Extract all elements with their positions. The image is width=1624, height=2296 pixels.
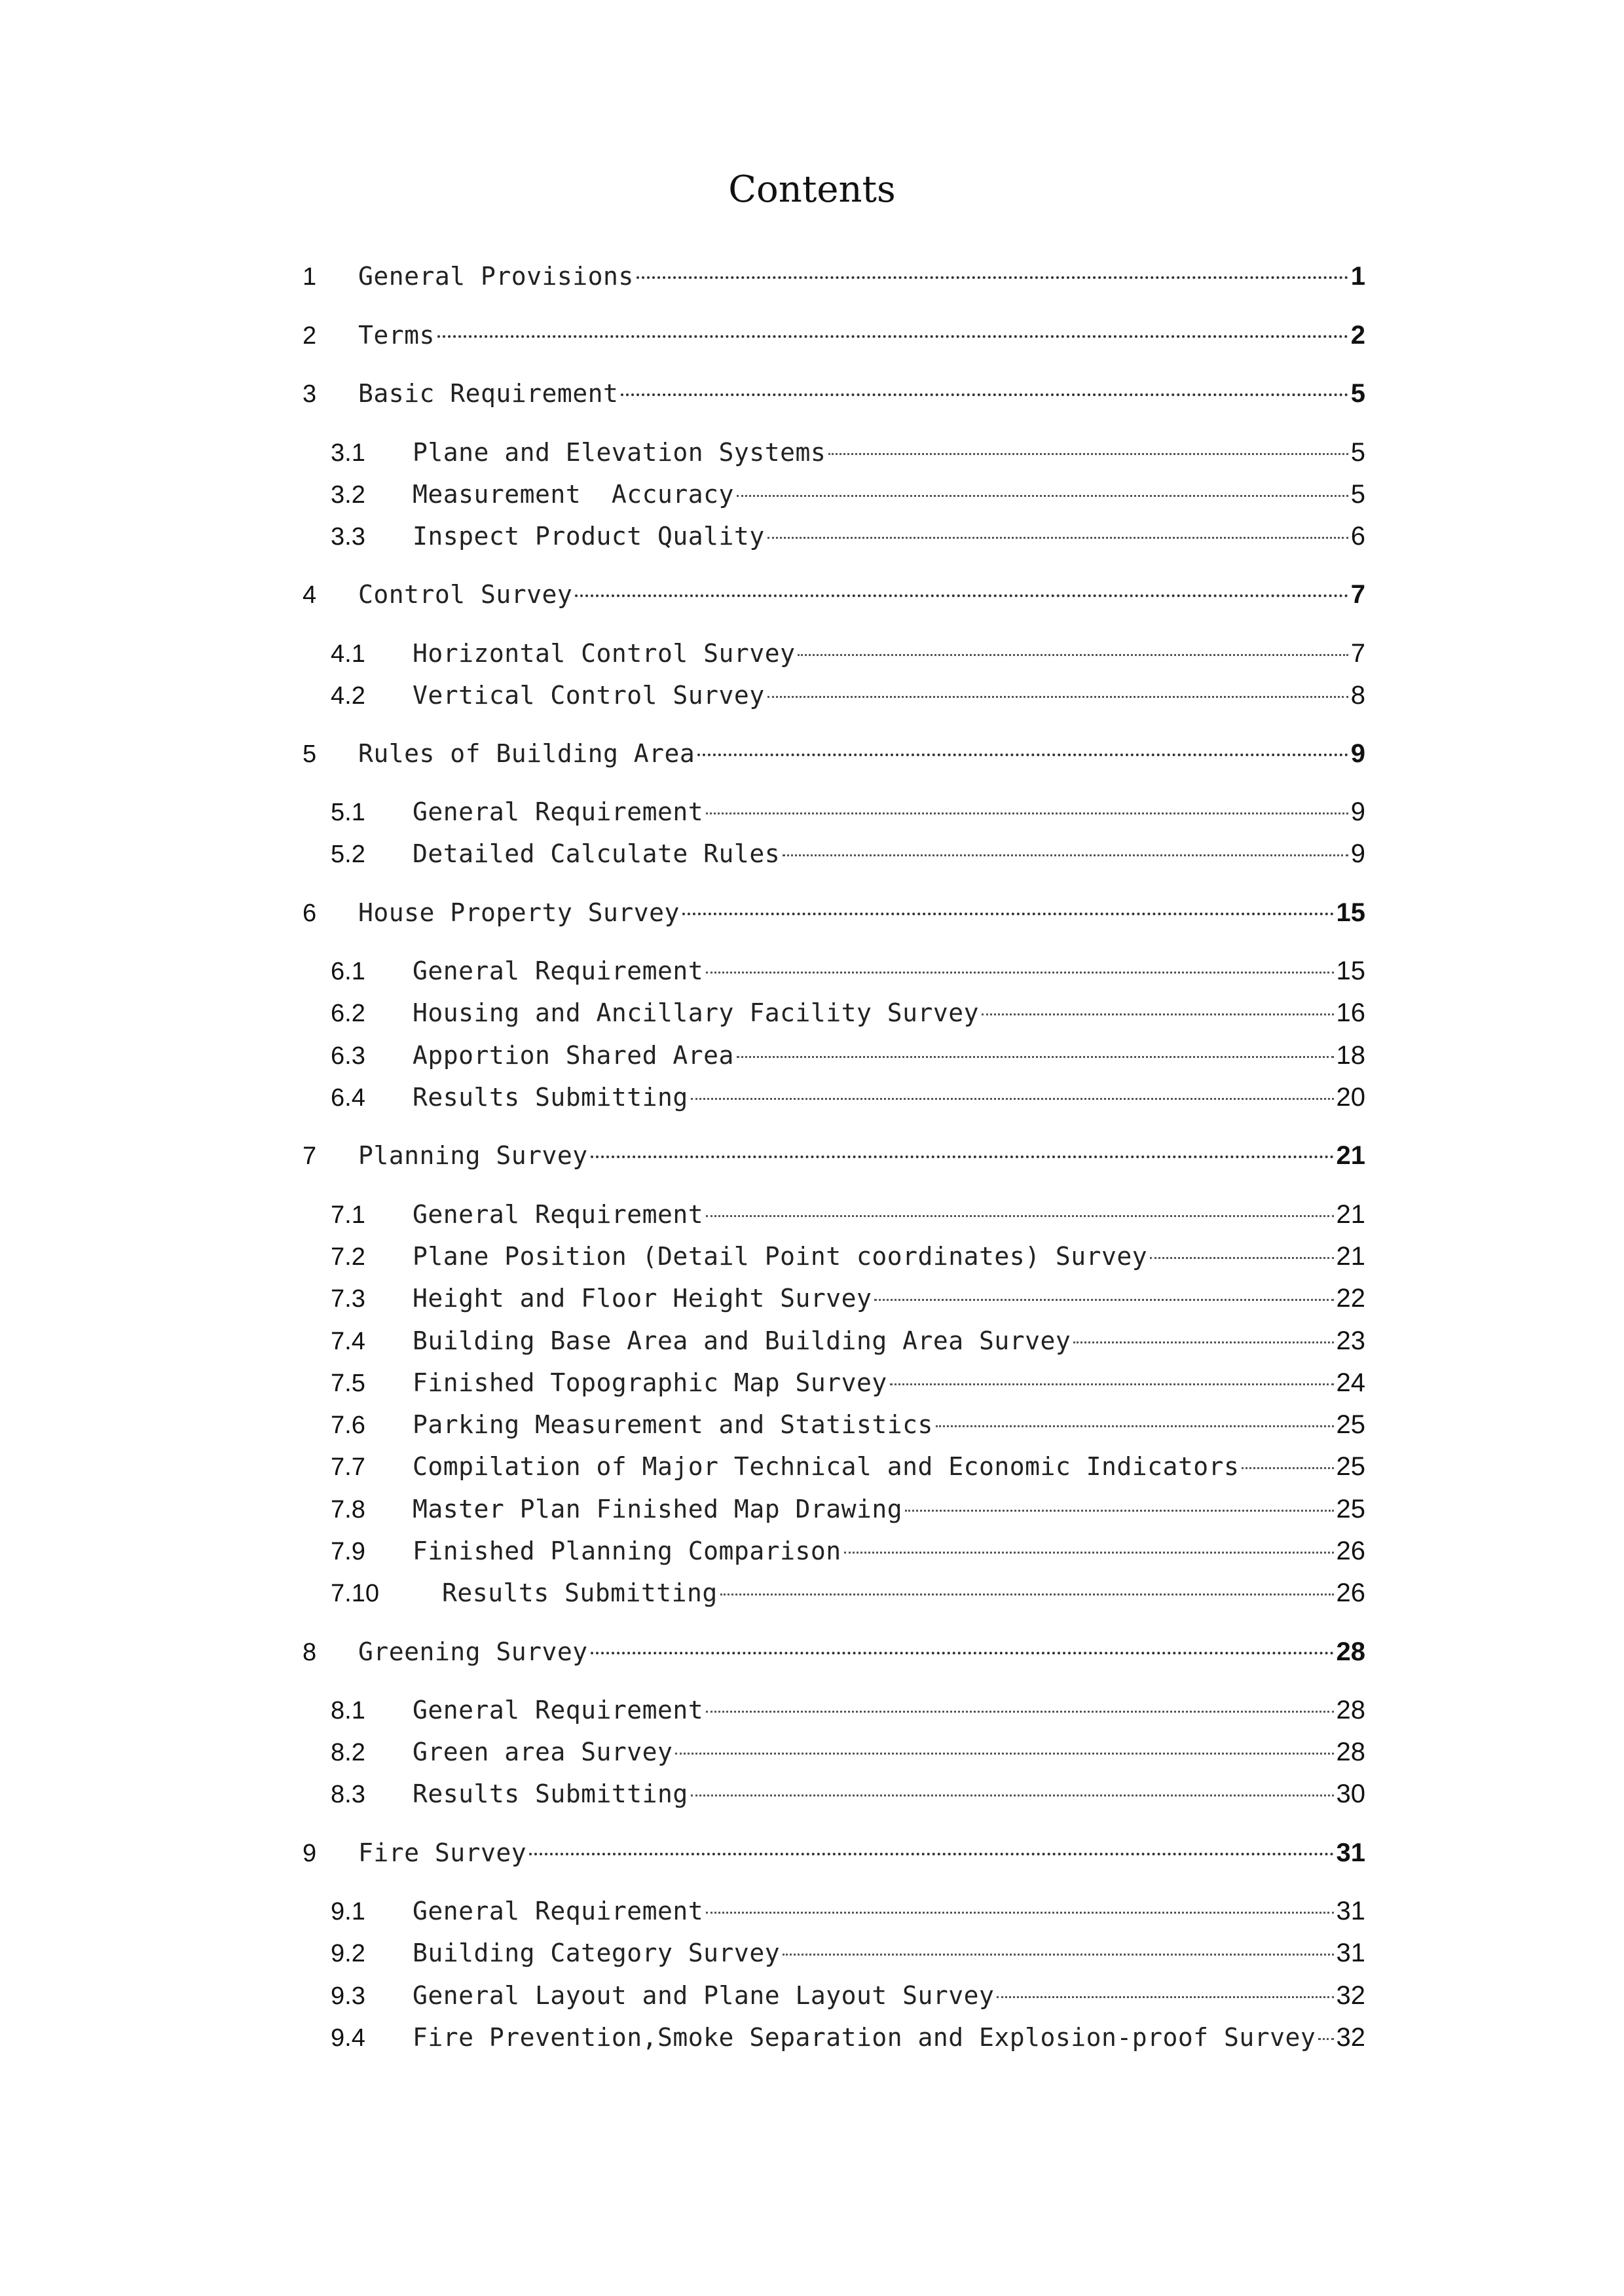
- dot-leader: [1150, 1257, 1333, 1259]
- toc-entry-4[interactable]: [303, 580, 1365, 610]
- dot-leader: [890, 1383, 1334, 1385]
- toc-number: 7.6: [331, 1412, 365, 1439]
- toc-page: 22: [1336, 1284, 1365, 1313]
- dot-leader: [874, 1299, 1333, 1301]
- toc-label: Planning Survey: [358, 1141, 588, 1170]
- toc-page: 26: [1336, 1578, 1365, 1607]
- toc-page: 2: [1350, 321, 1365, 350]
- toc-entry-8-1[interactable]: [331, 1696, 1365, 1725]
- dot-leader: [844, 1552, 1334, 1554]
- dot-leader: [828, 453, 1348, 455]
- toc-page: 25: [1336, 1495, 1365, 1523]
- toc-number: 9: [303, 1840, 317, 1867]
- toc-entry-9[interactable]: [303, 1838, 1365, 1868]
- toc-label: General Layout and Plane Layout Survey: [413, 1981, 995, 2010]
- dot-leader: [437, 335, 1348, 338]
- toc-page: 7: [1350, 639, 1365, 668]
- toc-label: Results Submitting: [413, 1779, 688, 1808]
- toc-label: Vertical Control Survey: [413, 681, 765, 710]
- dot-leader: [591, 1156, 1334, 1158]
- dot-leader: [691, 1098, 1334, 1100]
- toc-entry-7[interactable]: [303, 1141, 1365, 1171]
- toc-number: 7.4: [331, 1328, 365, 1355]
- toc-number: 8.1: [331, 1697, 365, 1724]
- toc-entry-6[interactable]: [303, 898, 1365, 928]
- toc-number: 7.1: [331, 1201, 365, 1229]
- toc-entry-3[interactable]: [303, 379, 1365, 409]
- toc-page: 6: [1350, 522, 1365, 551]
- toc-entry-7-1[interactable]: [331, 1200, 1365, 1230]
- toc-entry-7-2[interactable]: [331, 1242, 1365, 1271]
- toc-page: 8: [1350, 681, 1365, 710]
- toc-number: 7: [303, 1142, 317, 1170]
- toc-label: Building Category Survey: [413, 1939, 781, 1967]
- toc-number: 8: [303, 1639, 317, 1666]
- dot-leader: [697, 754, 1348, 756]
- toc-page: 31: [1336, 1939, 1365, 1967]
- toc-number: 3.3: [331, 523, 365, 551]
- toc-page: 18: [1336, 1041, 1365, 1070]
- dot-leader: [637, 276, 1348, 279]
- toc-page: 5: [1350, 379, 1365, 408]
- toc-number: 6.4: [331, 1084, 365, 1112]
- toc-number: 8.2: [331, 1739, 365, 1766]
- toc-label: General Provisions: [358, 262, 634, 291]
- toc-page: 32: [1336, 1981, 1365, 2010]
- dot-leader: [706, 972, 1333, 974]
- toc-label: Rules of Building Area: [358, 739, 695, 768]
- toc-entry-8-3[interactable]: [331, 1779, 1365, 1809]
- toc-number: 9.2: [331, 1940, 365, 1967]
- toc-entry-6-1[interactable]: [331, 957, 1365, 986]
- toc-label: Green area Survey: [413, 1738, 673, 1766]
- dot-leader: [682, 913, 1334, 915]
- toc-entry-7-5[interactable]: [331, 1368, 1365, 1398]
- toc-label: Results Submitting: [442, 1578, 718, 1607]
- toc-label: Master Plan Finished Map Drawing: [413, 1495, 903, 1523]
- toc-number: 7.2: [331, 1243, 365, 1271]
- toc-label: Building Base Area and Building Area Survey: [413, 1326, 1071, 1355]
- toc-label: Height and Floor Height Survey: [413, 1284, 872, 1313]
- toc-number: 6.3: [331, 1042, 365, 1070]
- toc-label: Detailed Calculate Rules: [413, 839, 781, 868]
- toc-entry-6-2[interactable]: [331, 998, 1365, 1028]
- toc-entry-3-1[interactable]: [331, 438, 1365, 467]
- toc-entry-7-8[interactable]: [331, 1495, 1365, 1524]
- toc-entry-4-2[interactable]: [331, 681, 1365, 710]
- toc-label: Apportion Shared Area: [413, 1041, 734, 1070]
- toc-page: 21: [1336, 1242, 1365, 1271]
- toc-entry-3-3[interactable]: [331, 522, 1365, 551]
- toc-page: 20: [1336, 1083, 1365, 1112]
- toc-label: General Requirement: [413, 1696, 704, 1724]
- toc-label: Results Submitting: [413, 1083, 688, 1112]
- toc-number: 7.7: [331, 1453, 365, 1481]
- toc-label: Fire Survey: [358, 1838, 527, 1867]
- toc-label: Plane and Elevation Systems: [413, 438, 826, 467]
- toc-page: 28: [1336, 1738, 1365, 1766]
- dot-leader: [1073, 1341, 1333, 1343]
- dot-leader: [591, 1652, 1334, 1654]
- toc-label: Horizontal Control Survey: [413, 639, 796, 668]
- toc-label: General Requirement: [413, 1200, 704, 1229]
- dot-leader: [1242, 1467, 1333, 1469]
- toc-entry-7-4[interactable]: [331, 1326, 1365, 1356]
- toc-entry-5-2[interactable]: [331, 839, 1365, 869]
- dot-leader: [691, 1795, 1334, 1796]
- toc-entry-7-6[interactable]: [331, 1410, 1365, 1440]
- toc-entry-9-1[interactable]: [331, 1897, 1365, 1926]
- toc-label: Greening Survey: [358, 1637, 588, 1666]
- toc-number: 7.3: [331, 1285, 365, 1313]
- toc-number: 7.8: [331, 1496, 365, 1523]
- toc-label: Control Survey: [358, 580, 573, 609]
- dot-leader: [982, 1013, 1334, 1015]
- toc-page: 25: [1336, 1452, 1365, 1481]
- toc-page: 16: [1336, 998, 1365, 1027]
- toc-entry-8-2[interactable]: [331, 1738, 1365, 1767]
- toc-page: 26: [1336, 1537, 1365, 1565]
- toc-label: General Requirement: [413, 797, 704, 826]
- dot-leader: [737, 495, 1348, 497]
- toc-label: Inspect Product Quality: [413, 522, 765, 551]
- dot-leader: [905, 1510, 1333, 1512]
- toc-number: 8.3: [331, 1781, 365, 1808]
- dot-leader: [720, 1594, 1334, 1595]
- toc-page: 24: [1336, 1368, 1365, 1397]
- toc-label: General Requirement: [413, 1897, 704, 1925]
- toc-entry-8[interactable]: [303, 1637, 1365, 1667]
- toc-entry-4-1[interactable]: [331, 639, 1365, 668]
- dot-leader: [575, 594, 1348, 597]
- toc-number: 3.1: [331, 439, 365, 467]
- toc-number: 5.2: [331, 841, 365, 868]
- dot-leader: [621, 393, 1348, 396]
- toc-number: 1: [303, 263, 317, 291]
- dot-leader: [706, 1912, 1333, 1914]
- dot-leader: [767, 696, 1348, 698]
- toc-page: 21: [1336, 1200, 1365, 1229]
- dot-leader: [675, 1753, 1333, 1755]
- toc-label: House Property Survey: [358, 898, 680, 927]
- toc-page: 5: [1350, 438, 1365, 467]
- toc-page: 28: [1336, 1637, 1365, 1666]
- dot-leader: [936, 1425, 1334, 1427]
- toc-page: 30: [1336, 1779, 1365, 1808]
- toc-page: 31: [1336, 1838, 1365, 1867]
- toc-page: 25: [1336, 1410, 1365, 1439]
- dot-leader: [737, 1056, 1334, 1058]
- toc-entry-9-3[interactable]: [331, 1981, 1365, 2011]
- toc-label: Finished Topographic Map Survey: [413, 1368, 887, 1397]
- toc-entry-6-4[interactable]: [331, 1083, 1365, 1112]
- toc-number: 9.1: [331, 1898, 365, 1925]
- toc-label: Parking Measurement and Statistics: [413, 1410, 933, 1439]
- toc-number: 4.1: [331, 640, 365, 668]
- toc-number: 6.2: [331, 1000, 365, 1027]
- toc-entry-6-3[interactable]: [331, 1041, 1365, 1070]
- toc-label: Fire Prevention,Smoke Separation and Explosion-proof Survey: [413, 2023, 1316, 2052]
- dot-leader: [706, 812, 1348, 814]
- dot-leader: [783, 1954, 1333, 1956]
- toc-number: 7.5: [331, 1370, 365, 1397]
- toc-label: Basic Requirement: [358, 379, 619, 408]
- toc-label: Measurement Accuracy: [413, 480, 734, 509]
- toc-number: 9.3: [331, 1982, 365, 2010]
- toc-page: 9: [1350, 739, 1365, 768]
- toc-page: 23: [1336, 1326, 1365, 1355]
- toc-label: Terms: [358, 321, 435, 350]
- toc-page: 15: [1336, 957, 1365, 985]
- toc-entry-3-2[interactable]: [331, 480, 1365, 509]
- page-title: Contents: [728, 168, 896, 211]
- toc-label: Housing and Ancillary Facility Survey: [413, 998, 979, 1027]
- toc-entry-7-3[interactable]: [331, 1284, 1365, 1313]
- toc-number: 5.1: [331, 799, 365, 826]
- toc-page: 32: [1336, 2023, 1365, 2052]
- toc-number: 7.9: [331, 1538, 365, 1565]
- toc-number: 6.1: [331, 958, 365, 985]
- dot-leader: [706, 1711, 1333, 1713]
- toc-entry-7-7[interactable]: [331, 1452, 1365, 1482]
- toc-entry-2[interactable]: [303, 321, 1365, 350]
- toc-label: General Requirement: [413, 957, 704, 985]
- toc-number: 5: [303, 740, 317, 768]
- toc-number: 3.2: [331, 481, 365, 509]
- dot-leader: [767, 537, 1348, 539]
- toc-entry-5[interactable]: [303, 739, 1365, 769]
- toc-label: Compilation of Major Technical and Economic Indicators: [413, 1452, 1240, 1481]
- dot-leader: [1318, 2038, 1333, 2040]
- toc-number: 7.10: [331, 1580, 379, 1607]
- toc-page: 21: [1336, 1141, 1365, 1170]
- toc-entry-1[interactable]: [303, 262, 1365, 291]
- toc-number: 2: [303, 322, 317, 350]
- toc-page: 31: [1336, 1897, 1365, 1925]
- toc-page: 9: [1350, 839, 1365, 868]
- dot-leader: [783, 854, 1348, 856]
- toc-page: 9: [1350, 797, 1365, 826]
- dot-leader: [529, 1853, 1333, 1855]
- toc-number: 9.4: [331, 2024, 365, 2052]
- toc-entry-5-1[interactable]: [331, 797, 1365, 827]
- toc-label: Finished Planning Comparison: [413, 1537, 841, 1565]
- dot-leader: [798, 654, 1348, 656]
- toc-page: 7: [1350, 580, 1365, 609]
- toc-entry-7-9[interactable]: [331, 1537, 1365, 1566]
- toc-number: 4.2: [331, 682, 365, 710]
- toc-page: 1: [1350, 262, 1365, 291]
- dot-leader: [706, 1215, 1333, 1217]
- toc-page: 15: [1336, 898, 1365, 927]
- toc-number: 6: [303, 900, 317, 927]
- toc-page: 5: [1350, 480, 1365, 509]
- toc-number: 3: [303, 380, 317, 408]
- toc-entry-9-4[interactable]: [331, 2023, 1365, 2052]
- toc-number: 4: [303, 581, 317, 609]
- toc-entry-9-2[interactable]: [331, 1939, 1365, 1968]
- dot-leader: [997, 1996, 1333, 1998]
- toc-page: 28: [1336, 1696, 1365, 1724]
- toc-entry-7-10[interactable]: [331, 1578, 1365, 1608]
- toc-label: Plane Position (Detail Point coordinates) Survey: [413, 1242, 1148, 1271]
